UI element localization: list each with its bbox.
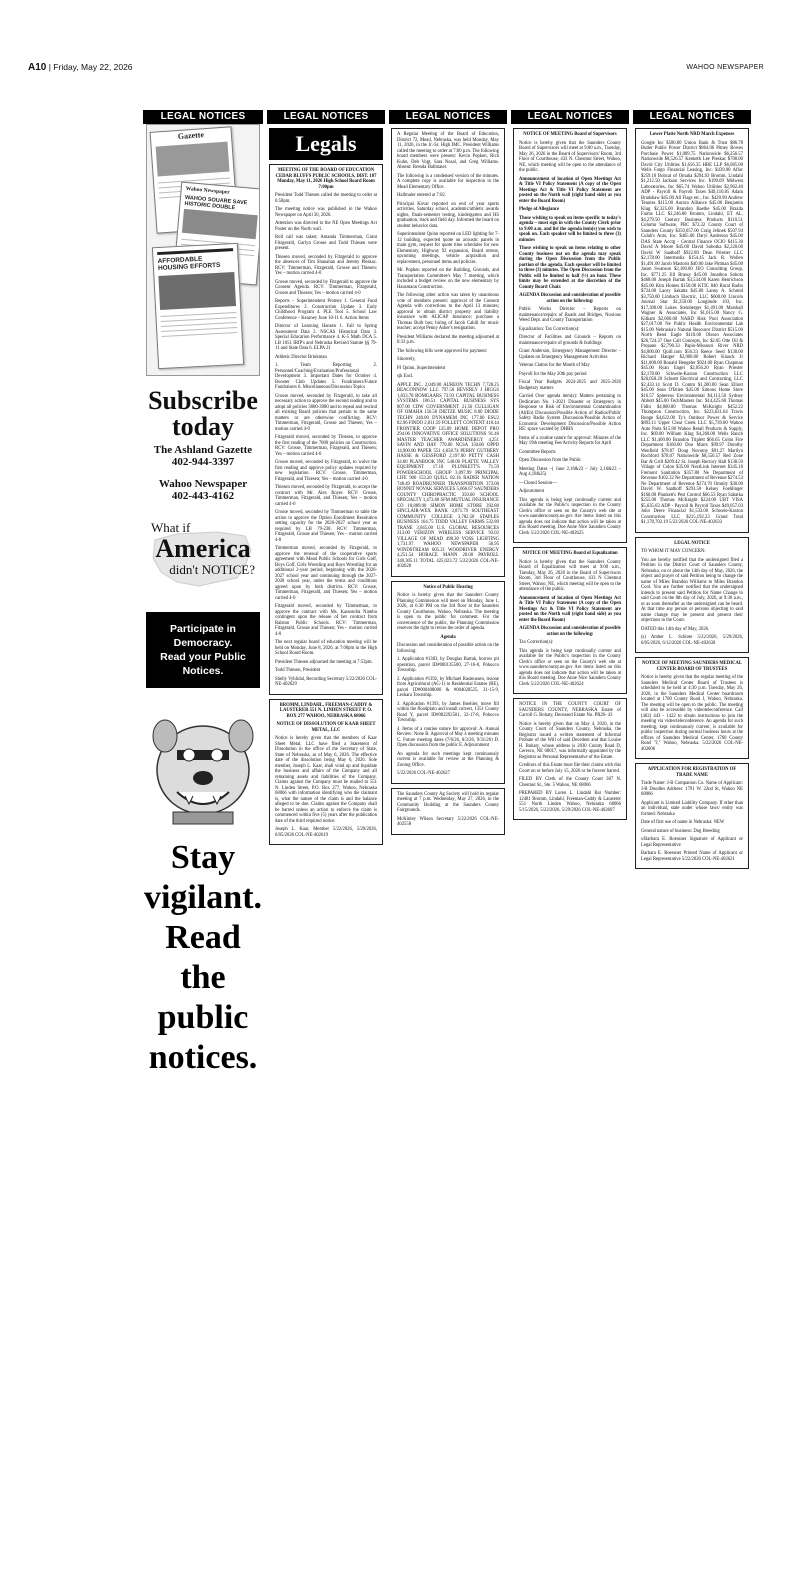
notice-body: MEETING OF THE BOARD OF EDUCATION CEDAR BLUFFS PUBLIC SCHOOLS, DIST. 107 Monday, May 11, 2026 High School Board Room 7:00pm President Todd Thiesen called the meeting to order at 6:58pm. The meeting notice was published in the Wahoo Newspaper on April 30, 2026. Attention was directed to the NE Open Meetings Act Poster on the North wall. Roll call was taken; Amanda Timmerman, Grant Fitzgerald, Garlyn Grosse and Todd Thiesen were present. Thiesen moved, seconded by Fitzgerald to approve the absences of Tim Shanahan and Jeremy Pleskac. RCV: Timmerman, Fitzgerald, Grosse and Thiesen; Yes – motion carried 4-0 Grosse moved, seconded by Fitzgerald to approve the Consent Agenda. RCV: Timmerman, Fitzgerald, Grosse and Thiesen; Yes – motion carried 4-0 Reports – Superintendent Promey 1. General Fund Expenditures 2. Construction Update 3. Early Childhood Program 4. PLE Tool 5. School Law Conference – Kearney June 10-11 6. Action Items Director of Learning Hansen 1. Fall to Spring Assessment Data 2. NSCAS Historical Data 3. Special Education Performance 4. K-5 Math DCA 5. LB 1051 IRIP's and Nebraska Revised Statute §§ 79-11 and State Data 6. ELPA 21 Athletic Director Brinkman 1. Team Reporting 2. Personnel/Coaching/Evaluation/Professional Development 3. Important Dates for October 4. Booster Club Updates 5. Fundraisers/Future Fundraisers 6. Miscellaneous/Discussion Topics Grosse moved, seconded by Fitzgerald, to take all necessary action to approve the second reading and to adopt all policies 3000-3980 and to repeal and rescind all existing Board policies that pertain to the same matters or are otherwise conflicting. RCV: Timmerman, Fitzgerald, Grosse and Thiesen; Yes – motion carried 4-0 Fitzgerald moved, seconded by Thiesen, to approve the first reading of the 7000 policies on Construction. RCV: Grosse, Timmerman, Fitzgerald, and Thiesen; Yes – motion carried 4-0 Grosse moved, seconded by Fitzgerald, to waive the first reading and approve policy updates required by new legislation. RCV: Grosse, Timmerman, Fitzgerald, and Thiesen; Yes – motion carried 4-0 Thiesen moved, seconded by Fitzgerald, to accept the contract with Mr. Alex Boyer. RCV: Grosse, Timmerman, Fitzgerald, and Thiesen; Yes – motion carried 4-0 Grosse moved, seconded by Timmerman to table the action to approve the Option Enrollment Resolution setting capacity for the 2026-2027 school year as required by LB 79-238. RCV: Timmerman, Fitzgerald, Grosse and Thiesen; Yes – motion carried 4-0 Timmerman moved, seconded by Fitzgerald, to approve the renewal of the cooperative sports agreement with Mead Public Schools for Girls Golf, Boys Golf, Girls Wrestling and Boys Wrestling for an additional 2-year period, beginning with the 2026-2027 school year and continuing through the 2027-2028 school year, under the terms and conditions agreed upon by both districts. RCV: Grosse, Timmerman, Fitzgerald, and Thiesen; Yes – motion carried 4-0 Fitzgerald moved, seconded by Timmerman, to approve the contract with Ms. Kassondra Nambu contingent upon the release of her contract from Ralston Public Schools. RCV: Timmerman, Fitzgerald, Grosse and Thiesen; Yes – motion carried 4-0 The next regular board of education meeting will be held on Monday, June 8, 2026, at 7:00pm in the High School Board Room. President Thiesen adjourned the meeting at 7:53pm. Todd Thiesen, President Shelly Vyhlidal, Recording Secretary 5/22/2026 COL-NE-402629 xyxy=(275,168,377,687)
notice-board-of-equalization: NOTICE OF MEETING Board of Equalization Notice is hereby given that the Saunders County Board of Equalization will meet at 9:00 a.m., Tuesday, May 26, 2026 in the Board of Supervisors Room, 3rd Floor of Courthouse, 433 N Chestnut Street, Wahoo, NE, which meeting will be open to the attendance of the public. Announcement of location of Open Meetings Act & Title VI Policy Statement (A copy of the Open Meetings Act & Title VI Policy Statement are posted on the North wall (right hand side) as you enter the Board Room) AGENDA Discussion and consideration of possible action on the following: Tax Correction(s): This agenda is being kept continually current and available for the Public's inspection in the County Clerk's office or seen on the County's web site at www.saunderscounty.ne.gov Are items listed on this agenda does not indicate that action will be taken at this Board meeting. Doe Anne Nice Saunders County Clerk 5/22/2026 COL-NE-402624 xyxy=(513,547,627,694)
column-5 xyxy=(633,110,751,1572)
section-header: LEGAL NOTICES xyxy=(143,110,263,124)
notice-mead-board: A Regular Meeting of the Board of Education, District 72, Mead, Nebraska, was held Monday, May 11, 2026, in the Jr.-Sr. High IMC. President Williams called the meeting to order at 7:00 p.m. The following board members were present: Kevin Popken, Rich Kuhn, Deb Vogt, Sara Nosal, and Greg Williams. Absent: Brenda Hallmaier. The following is a condensed version of the minutes. A complete copy is available for inspection in the Mead Elementary Office. Hallmaier entered at 7:02. Principal Kovar reported on end of year sports activities, Saturday school, academic/athletic awards nights, finals-semester testing, kindergarten and HS graduation, track and field day. Informed the board on student behavior data. Superintendent Quinn reported on LED lighting for 7-12 building, expected quote on acoustic panels in main gym, request for quote time schedules for new Elementary, Highway 92 expansion, Board retreat, upcoming meetings, vehicle acquisition and replacement, personnel items and policies. Mr. Popken reported on the Building, Grounds, and Transportation Committee's May 7 meeting, which included a budget review on the new elementary by Hausmann Construction. The following other action was taken by unanimous vote of members present: approval of the Consent Agenda with corrections to the April 13 minutes; approval to obtain district property and liability insurance with ALICAP Insurance; purchase a Thomas Built bus; hiring of Jacob Cahill for music teacher; accept Penny Asher's resignation. President Williams declared the meeting adjourned at 8:33 p.m. The following bills were approved for payment: Sincerely, PJ Quinn, Superintendent sjk Encl. APPLE INC. 2,049.00 AUREON TECHN 7,728.25 BEACONNOW LLC 797.50 BEVERLY J HIGGS 1,833.78 BOMGAARS 73.93 CAPITAL BUSINESS SYSTEMS 106.51 CAPITAL BUSINESS SYS 807.00 CDW GOVERNMENT 21.56 CULLIGAN OF OMAHA 156.50 DIETZE MUSIC 8.00 DIODE TECHN 240.00 DYNAMEM INC 177.00 ESU2 82.96 FINDO 2,811.59 FOLLETT CONTENT 410.44 FRONTIER COOP 125.09 HOME DEPOT PRO 294.06 INNOVATIVE OFFICE SOLUTIONS 91.46 MASTER TEACHER AWARDENERGY 4,251 SAVIN AND HAY 770.00 NCSA 150.00 OPPD 14,900.00 PAPER 551 4,658.74 PERRY GUTHERY HASSE & GESSFORD 2,197.00 PETTY CASH 34.00 PLANBOOK INC 540.00 PLATTE VALLEY EQUIPMENT 17.18 PLUNKETT'S 71.59 POWERSCHOOL GROUP 3,097.99 PRINCIPAL LIFE 900 153.20 QUILL 82.16 RADER NATION 748.49 ROADRUNNER TRANSPORTION 373.00 RONNIT NOVAK SERVICES 5,666.67 SAUNDERS COUNTY CHIROPRACTIC 350.00 SCHOOL SPECIALTY 1,473.60 SFM MUTUAL INSURANCE CO 10,889.00 SIMON HOME STORE 392.80 SINCLAIR-WEX BANK 3,871.79 SOUTHEAST COMMUNITY COLLEGE 3,782.50 STAPLES BUSINESS 164.75 TODD VALLEY FARMS 532.80 TRANE 3,845.00 U.S. GLOBAL RESOURCES 313.00 VERIZON WIRELESS SERVICE 93.02 VILLAGE OF MEAD 498.30 VOSS LIGHTING 1,731.97 WAHOO NEWSPAPER 56.95 WINDSTREAM 605.21 WOODRIVER ENERGY 4,251.54 HORACE MANN 20.00 PAYROLL 340,305.11 TOTAL 425,023.72 5/22/2026 COL-NE-402628 xyxy=(391,128,505,577)
column-2 xyxy=(267,110,385,1572)
notice-board-of-supervisors: NOTICE OF MEETING Board of Supervisors Notice is hereby given that the Saunders County Board of Supervisors will meet at 9:00 a.m., Tuesday, May 26, 2026 in the Board of Supervisors' Room, 3rd Floor of Courthouse, 433 N. Chestnut Street, Wahoo, NE, which meeting will be open to the attendance of the public. Announcement of location of Open Meetings Act & Title VI Policy Statement (A copy of the Open Meetings Act & Title VI Policy Statement are posted on the North wall (right hand side) as you enter the Board Room) Pledge of Allegiance Those wishing to speak on items specific to today's agenda – must sign in with the County Clerk prior to 9:00 a.m. and list the agenda item(s) you wish to speak on. Each speaker will be limited to three (3) minutes Those wishing to speak on items relating to other County business not on the agenda may speak during the Open Discussion from the Public portion of the agenda. Each speaker will be limited to three (3) minutes. The Open Discussion from the Public will be limited to half (½) an hour. These limits may be extended at the discretion of the County Board Chair. AGENDA Discussion and consideration of possible action on the following: Public Works Director – Reports on maintenance/repairs of Roads and Bridges, Noxious Weed Dept. and County Transportation Equalization: Tax Correction(s): Director of Facilities and Grounds – Reports on maintenance/repairs of grounds & buildings Grant Anderson, Emergency Management Director – Updates on Emergency Management Activities Veteran Claims for the Month of May Payroll for the May 20th pay period Fiscal Year Budgets 2024-2025 and 2025-2026 Budgetary matters Carried Over agenda item(s): Matters pertaining to Dedication No. 1-2021 Disaster or Emergency in Response to Risk of Environmental Contamination (AltEn) Discussion/Possible Action of Radios/Public Safety Radio System Discussion/Possible Action of Economic Development Discussion/Possible Action RE: space vacated by DHHS Items of a routine nature for approval: Minutes of the May 19th meeting Fee/Activity Reports for April Committee Reports Open Discussion from the Public Meeting Dates –( June 2,16&23 – July 2,16&23 – Aug 4,18&25) —Closed Session— Adjournment This agenda is being kept continually current and available for the Public's inspection in the County Clerk's office or seen on the County's web site at www.saunderscounty.ne.gov Are items listed on this agenda does not indicate that action will be taken at this Board meeting. Doe Anne Nice Saunders County Clerk 5/22/2026 COL-NE-402625 xyxy=(513,128,627,543)
notice-nrd-expenses: Lower Platte North NRD March Expenses Google Inc $580.80 Union Bank & Trust $86.78 Butler Public Power District $864.06 Pitney Bowes Purchase Power $1,089.75 Nationwide $6,256.57 Nationwide $8,526.57 Kenneth Lee Pleskac $700.00 David City Utilities $1,656.35 HBE LLP $6,085.00 Wells Fargo Financial Leasing, Inc. $439.00 Aflac $259.10 Bobcat of Omaha $294.93 Bromm, Lindahl $1,212.50 Jackson Services Inc. $199.69 Midwest Laboratories, Inc $65.74 Wahoo Utilities $2,962.40 ADP - Payroll & Payroll Taxes $49,110.85 Adam Bradshaw $45.00 All Flags etc., Inc. $420.90 Andrew Tennies $115.00 Aurora Alliance $45.00 Benjamin Klug $2,325.00 Brandon Baethe $45.00 Brazda Farms LLC $2,246.00 Bromm, Lindahl, ET AL. $4,279.50 Century Business Products $110.51 Column Software, PBC $72.32 County Court of Saunders County $350,057.00 Craig Jelinek $507.94 Culab's Auto, Inc. $465.00 Daryl Anderson $45.00 DAS State Acctg - Central Finance OCIO $415.30 David A Moore $45.00 David Sobotka $2,220.00 David W Saathoff $922.80 Dean Priester LLC $2,178.00 Intermedia $154.45 Jack R. Wollen $1,491.00 Jacob Mastoris $40.00 Jake Pittman $45.00 Jason Swanson $2,100.00 JEO Consulting Group, Inc. $771.25 Jill Brassy $45.00 Jonathon Sobota $468.00 Joseph Bartak $3,534.00 Karen Henrichson $45.00 Kim Homes $150.00 KTIC 840 Rural Radio $724.00 Lacey Sakatta $45.00 Lanny A. Schmid $3,750.00 Limbach Electric, LLC $600.00 Lincoln Journal Star $1,250.00 Longitude 103, Inc. $17,300.00 Lukes Steinberger $1,491.00 Marshall Wagner & Associates, Inc $1,615.00 Nancy G. Kitham $2,000.00 NARD Risk Pool Association $27,017.00 Ne Public Health Environmental Lab $15.00 Nebraska's Natural Resource District $515.00 North Bend Eagle $110.00 Olsson Associates $26,724.37 One Call Concepts, Inc $2.85 Otte Oil & Propane $2,790.33 Papio-Missouri River NRD $4,000.00 Quill.com $56.33 Reece Seed $130.00 Richard Hauger $2,000.00 Robert Klauck Jr $11,000.00 Ronald Hengeler $924.00 Ryan Chapman $45.00 Ryan Engel $2,056.20 Ryan Priester $2,178.00 Schwele-Kaxton Construction LLC $26,058.20 Schuett Electrical and Contracting, LLC $2,433.14 Scott D. Comm $1,200.00 Sean Elliott $45.00 Sean O'Brien $45.00 Simons Home Store $16.57 Sphereos Environmental $4,113.50 Sydney Abbott $45.00 TechMasters Inc. $14,425.60 Thomas Fidhi $4,000.00 Thomas McKnight $452.22 Thompson Construction, Inc. $223,631.64 Travis Runge $4,622.00 Ty's Outdoor Power & Service $893.11 Upper Clear Creek LLC $5,739.00 Wahoo Auto Parts $15.80 Wahoo Retail Products & Supply, Inc. $69.80 William Klug $4,260.00 Wells Ranch LLC $1,400.00 Brandon Triplett $66.65 Colon Fire Department $160.00 Don Marrs $99.97 Dorothy Wenfield $78.07 Doug Novotny $91.27 Marilyn Rochford $78.07 Nationwide $8,556.57 Red Zone Bar & Grill $209.42 St. Joseph Rectory Hall $138.50 Village of Colon $35.00 NextLink Internet $345.18 Fremont Sanitation $357.80 Ne Department of Revenue $102.32 Ne Department of Revenue $274.53 Ne Department of Revenue $274.70 Omnity $30.00 David W. Saathoff $293.50 Kelsey Foehlinger $160.00 Plunkett's Pest Control $66.53 Ryan Sabatka $255.00 Thomas McKnight $224.00 UBT VISA $5,635.63 ADP - Payroll & Payroll Taxes $49,057.03 John Deere Financial $1,533.00 Schwele-Kaxton Construction LLC $215,192.23 Grand Total $1,178,702.19 5/22/2026 COL-NE-402633 xyxy=(635,128,749,533)
column-3 xyxy=(389,110,507,1572)
notice-kaar-dissolution: BROMM, LINDAHL, FREEMAN-CADDY & LAUSTERER 551 N. LINDEN STREET P. O. BOX 277 WAHOO, NEBRASKA 68066 NOTICE OF DISSOLUTION OF KAAR SHEET METAL, LLC Notice is hereby given that the members of Kaar Sheet Metal, LLC have filed a Statement of Dissolution in the office of the Secretary of State, State of Nebraska, as of May 6, 2026. The effective date of the dissolution being May 6, 2026. Sole member, Joseph L. Kaar, shall wind up and liquidate the business and affairs of the Company and all remaining assets and liabilities of the Company. Claims against the Company must be mailed to 551 N. Linden Street, P.O. Box 277, Wahoo, Nebraska 68066 with information identifying who the claimant is, what the nature of the claim is and the balance alleged to be due. Claims against the Company shall be barred unless an action to enforce the claim is commenced within five (5) years after the publication date of the third required notice. Joseph L. Kaar, Member 5/22/2026, 5/29/2026, 6/05/2026 COL-NE-402619 xyxy=(269,699,383,846)
bulldog-icon xyxy=(143,692,263,832)
column-promo xyxy=(143,110,263,1572)
thumbnail-gazette: Gazette xyxy=(150,126,239,233)
column-4 xyxy=(511,110,629,1572)
notice-cedar-bluffs-board xyxy=(269,164,383,695)
stay-vigilant-ad: Stay vigilant. Read the public notices. xyxy=(143,839,263,1076)
section-header: LEGAL NOTICES xyxy=(267,110,385,124)
paper-name: WAHOO NEWSPAPER xyxy=(686,64,764,71)
thumbnail-housing: AFFORDABLE HOUSING EFFORTS xyxy=(152,243,244,369)
notice-ag-society: The Saunders County Ag Society will hold its regular meeting at 7 p.m. Wednesday, May 27, 2026, in the Community Building at the Saunders County Fairgrounds. McKinley Wilson Secretary 5/22/2026 COL-NE-402558 xyxy=(391,788,505,835)
notice-medical-center: NOTICE OF MEETING SAUNDERS MEDICAL CENTER BOARD OF TRUSTEES Notice is hereby given that the regular meeting of the Saunders Medical Center Board of Trustees is scheduled to be held at 4:30 p.m. Tuesday, May 26, 2026, in the Saunders Medical Center boardroom located at 1760 County Road J, Wahoo, Nebraska. The meeting will be open to the public. The meeting will also be accessible by videoteleconference. Call (402) 443 - 1422 to obtain instructions to join the meeting via video/teleconference. An agenda for such meeting, kept continuously current, is available for public inspection during normal business hours at the offices of Saunders Medical Center, 1760 County Road "J," Wahoo, Nebraska. 5/22/2026 COL-NE-402606 xyxy=(635,657,749,759)
notice-trade-name: APPLICATION FOR REGISTRATION OF TRADE NAME Trade Name: J-B Companion Co. Name of Applicant: J-B Doodles Address: 1791 W. 22nd St, Wahoo NE 68066 Applicant is Limited Liability Company. If other than an individual, state under whose laws/ entity was formed: Nebraska Date of first use of name in Nebraska: NEW General nature of business: Dog Breeding s/Barbara E. Roessner Signature of Applicant or Legal Representative Barbara E. Roessner Printed Name of Applicant or Legal Representative 5/22/2026 COL-NE-402621 xyxy=(635,763,749,869)
bulldog-illustration xyxy=(143,692,263,832)
thumbnail-wahoo: Wahoo Newspaper WAHOO SOUARE SAVE HISTORIC DOUBLE xyxy=(173,182,260,286)
section-header: LEGAL NOTICES xyxy=(633,110,751,124)
notice-county-court-estate: NOTICE IN THE COUNTY COURT OF SAUNDERS COUNTY, NEBRASKA Estate of Carroll G. Bohaty, Deceased Estate No. PR26- 43 Notice is hereby given that on May 4, 2026, in the County Court of Saunders County, Nebraska, the Registrar issued a written statement of Informal Probate of the Will of said Decedent and that Louise H. Bohaty, whose address is 2030 County Road D, Ceresco, NE 68017, was informally appointed by the Registrar as Personal Representative of the Estate. Creditors of this Estate must file their claims with this Court on or before July 15, 2026 or be forever barred. FILED BY Clerk of the County Court 387 N. Chestnut St., Ste. 5 Wahoo, NE 68066 PREPARED BY Loren L. Lindahl Bar Number: 12481 Bromm, Lindahl, Freeman-Caddy & Lausterer 551 North Linden Wahoo, Nebraska 68066 5/15/2026, 5/22/2026, 5/29/2026 COL-NE-402607 xyxy=(513,698,627,820)
issue-date: | Friday, May 22, 2026 xyxy=(48,62,133,72)
participate-ad: Participate in Democracy. Read your Public Notices. xyxy=(146,612,260,688)
notice-public-hearing: Notice of Public Hearing Notice is hereby given that the Saunders County Planning Commission will meet on Monday, June 1, 2026, at 6:30 PM on the 3rd floor at the Saunders County Courthouse, Wahoo, Nebraska. The meeting is open to the public for comment. For the convenience of the public, the Planning Commission reserves the right to revise the order of agenda. Agenda Discussion and consideration of possible action on the following: 1. Application #1383, by Douglas Bartak, borrow pit operation, parcel ID#000135500, 27-16-8, Pohocco Township. 2. Application #1392, by Michael Rasmussen, rezone from Agricultural (AG-1) to Residential Estates (RE), parcel ID#000408000 & #004028525, 31-15-9, Leshara Township. 3. Application #1393, by James Boehler, move fill within the floodplain and install culvert, 1351 County Road Y, parcel ID#002292501, 32-17-8, Pohocco Township. 4. Items of a routine nature for approval: A. Annual Review: None B. Approval of May 4 meeting minutes C. Future meeting dates (7/6/26, 8/3/26, 9/31/26) D. Open discussion from the public E. Adjournment An agenda for such meetings kept continuously current is available for review at the Planning & Zoning Office. 5/22/2026 COL-NE-402627 xyxy=(391,581,505,784)
section-header: LEGAL NOTICES xyxy=(389,110,507,124)
section-header: LEGAL NOTICES xyxy=(511,110,629,124)
newspaper-thumbnails xyxy=(146,124,260,376)
notice-name-change: LEGAL NOTICE TO WHOM IT MAY CONCERN: You are hereby notified that the undersigned filed a Petition in the District Court of Saunders County, Nebraska, on or about the 14th day of May, 2026, the object and prayer of said Petition being to change the name of Miles Brandon Williams to Miles Brandon Cool. You are further notified that the undersigned intends to present said Petition for Name Change to said Court on the 8th day of July, 2026, at 9:30 a.m., or as soon thereafter as the undersigned can be heard. At that time any person or persons objecting to said name change may be present and present their objections to the Court. DATED this 14th day of May, 2026. (s) Amber L. Schlote 5/22/2026, 5/29/2026, 6/05/2026, 6/12/2026 COL-NE-402638 xyxy=(635,537,749,654)
page-header xyxy=(28,62,764,76)
america-ad: What if America didn't NOTICE? xyxy=(147,520,259,598)
legals-banner: Legals xyxy=(269,128,383,160)
subscribe-ad: Subscribe today The Ashland Gazette 402-944-3397 Wahoo Newspaper 402-443-4162 xyxy=(148,386,258,502)
page-number: A10 xyxy=(28,62,47,73)
